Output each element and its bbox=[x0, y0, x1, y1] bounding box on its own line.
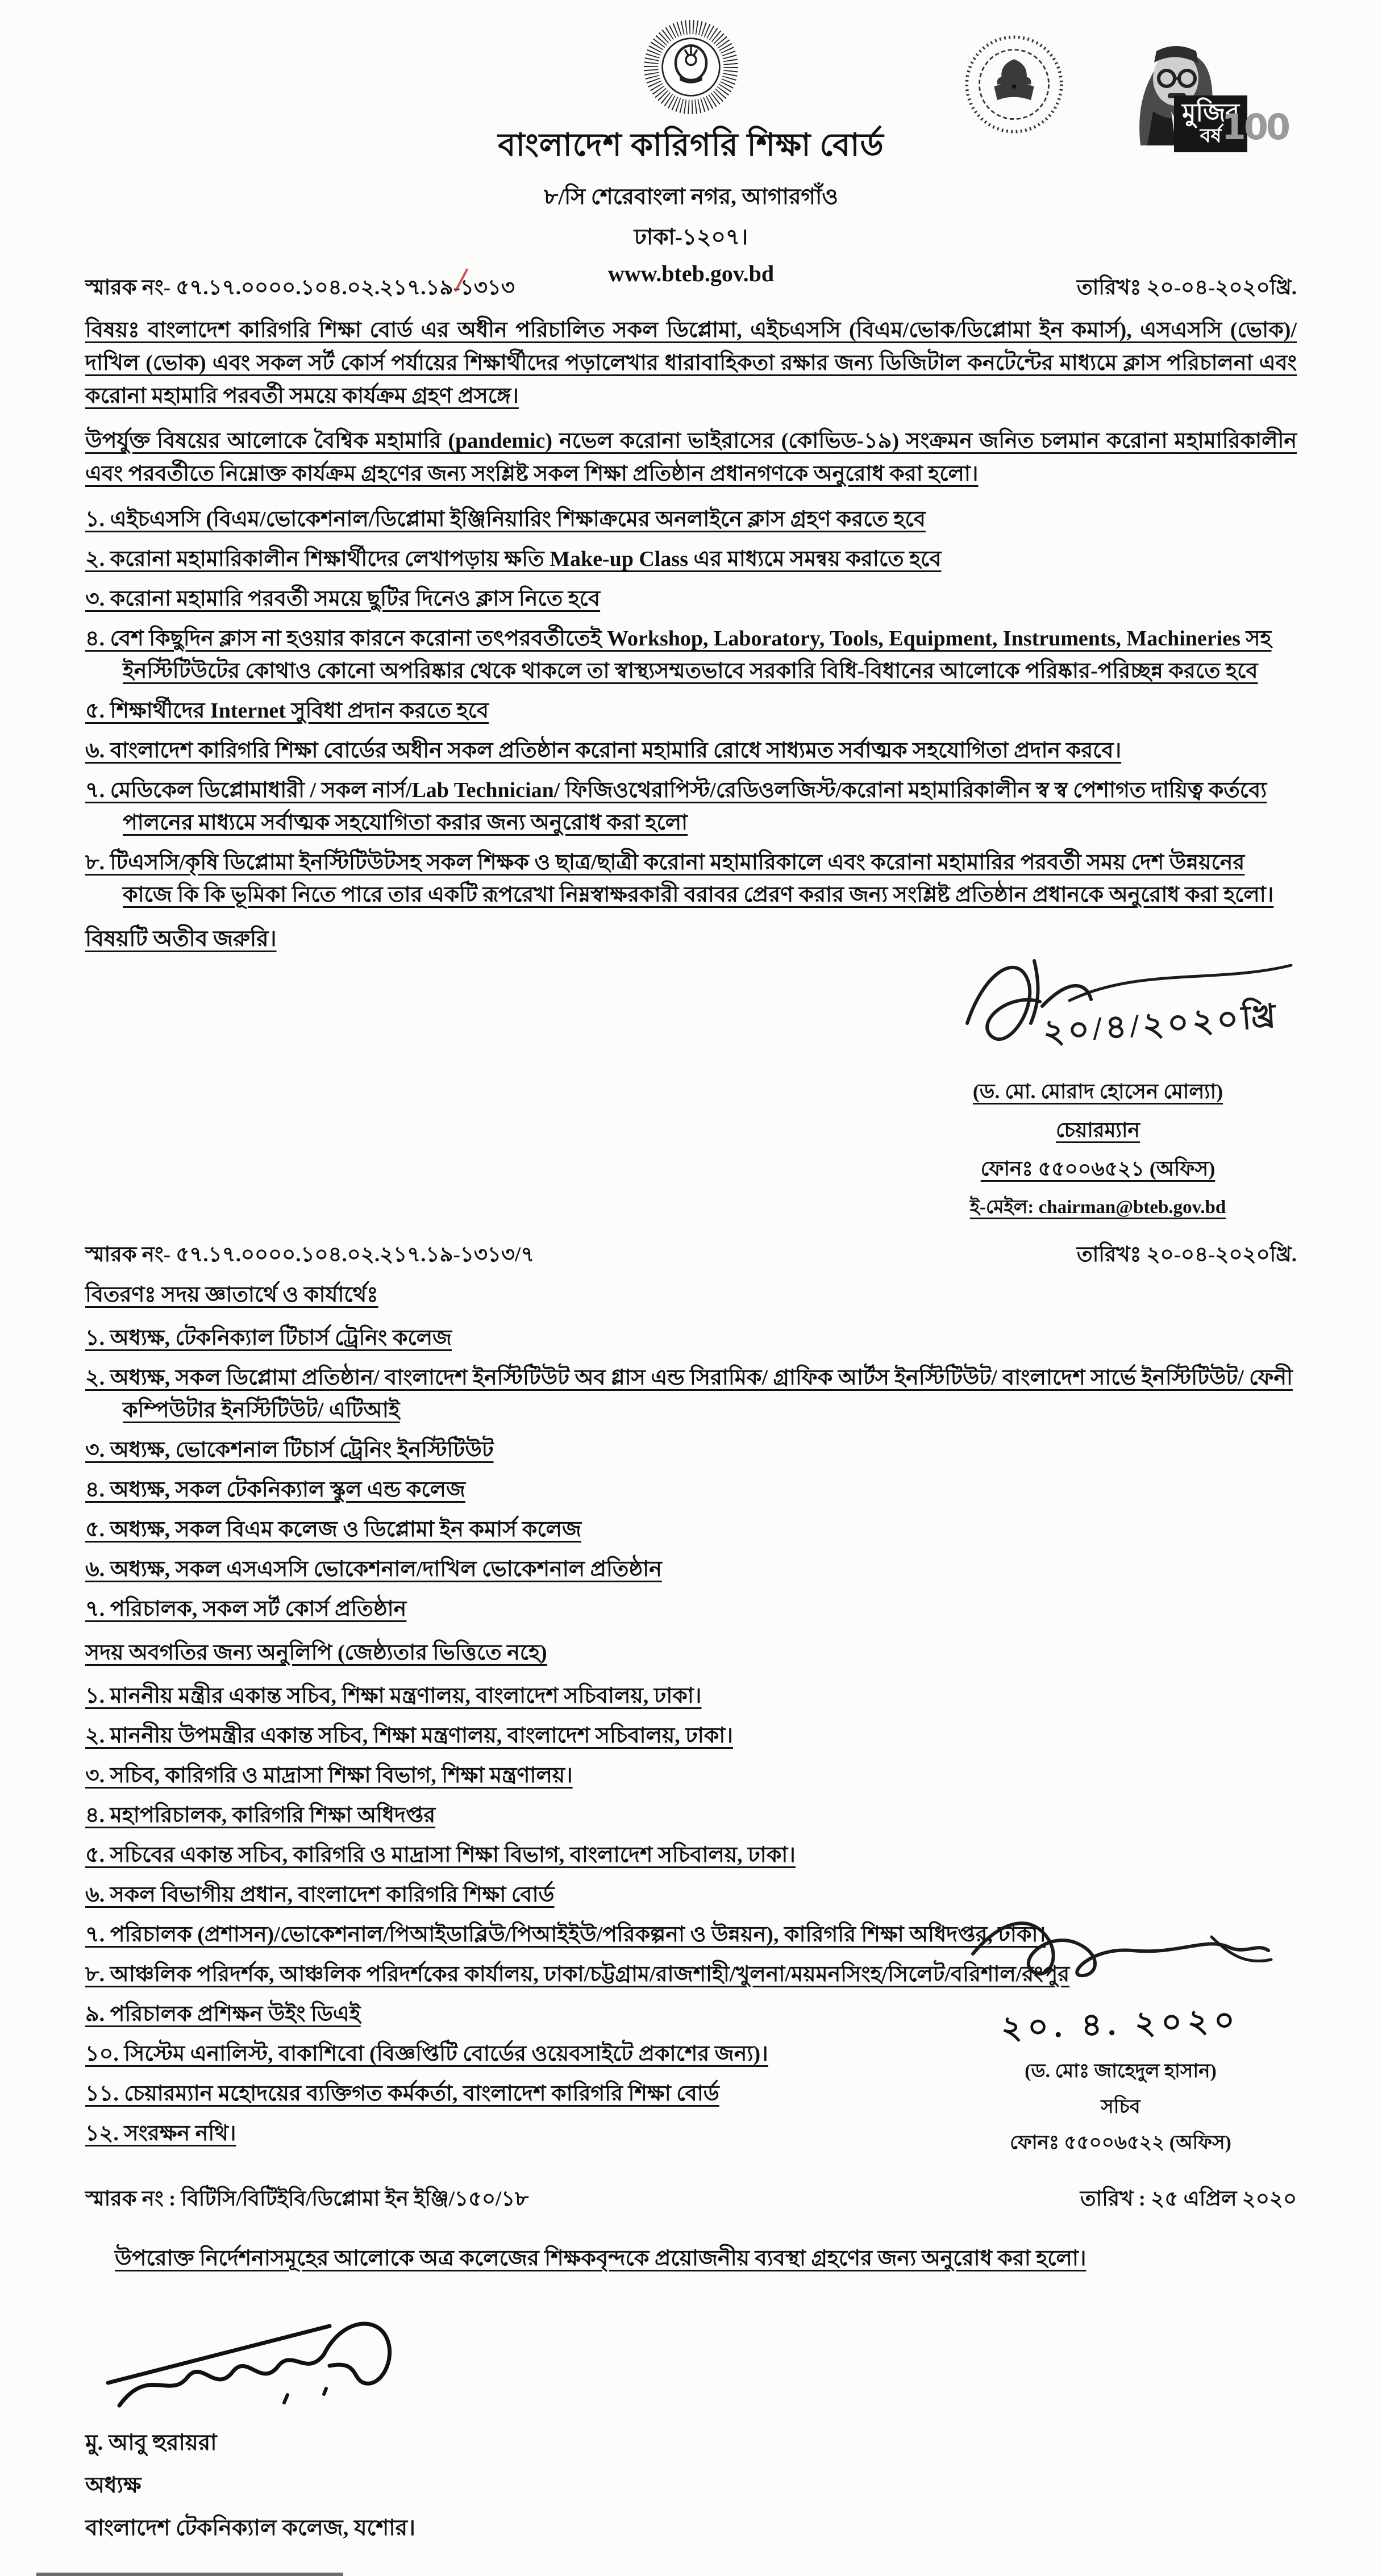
distribution-list bbox=[85, 1322, 1297, 1625]
principal-org: বাংলাদেশ টেকনিক্যাল কলেজ, যশোর। bbox=[85, 2515, 415, 2540]
memo-date-1: তারিখঃ ২০-০৪-২০২০খ্রি. bbox=[1076, 276, 1297, 299]
memo-number-3: স্মারক নং : বিটিসি/বিটিইবি/ডিপ্লোমা ইন ইঞ্জি/১৫০/১৮ bbox=[85, 2187, 529, 2211]
distribution-heading: বিতরণঃ সদয় জ্ঞাতার্থে ও কার্যার্থেঃ bbox=[85, 1282, 378, 1307]
education-emblem-icon bbox=[961, 32, 1067, 137]
urgent-note: বিষয়টি অতীব জরুরি। bbox=[85, 926, 277, 951]
secretary-signature-icon bbox=[961, 1903, 1280, 1999]
list-item: ৭. পরিচালক, সকল সর্ট কোর্স প্রতিষ্ঠান bbox=[85, 1597, 407, 1621]
directives-list bbox=[85, 503, 1297, 911]
mujib-borsho-logo bbox=[1101, 26, 1288, 162]
chairman-phone: ফোনঃ ৫৫০০৬৫২১ (অফিস) bbox=[980, 1157, 1216, 1180]
chairman-handwritten-date: ২০/৪/২০২০খ্রি bbox=[1042, 997, 1280, 1051]
chairman-signature-area bbox=[85, 938, 1297, 1228]
list-item: ২. করোনা মহামারিকালীন শিক্ষার্থীদের লেখাপড়ায় ক্ষতি Make-up Class এর মাধ্যমে সমন্বয় করাতে হবে bbox=[85, 547, 942, 571]
list-item: ৭. পরিচালক (প্রশাসন)/ভোকেশনাল/পিআইডাব্লিউ/পিআইইউ/পরিকল্পনা ও উন্নয়ন), কারিগরি শিক্ষা অধিদপ্তর, ঢাকা। bbox=[85, 1922, 1046, 1946]
list-item: ১১. চেয়ারম্যান মহোদয়ের ব্যক্তিগত কর্মকর্তা, বাংলাদেশ কারিগরি শিক্ষা বোর্ড bbox=[85, 2081, 719, 2106]
list-item: ৮. টিএসসি/কৃষি ডিপ্লোমা ইনস্টিটিউটসহ সকল শিক্ষক ও ছাত্র/ছাত্রী করোনা মহামারিকালে এবং করোনা মহামারির পরবর্তী সময় দেশ উন্নয়নের কাজে কি কি ভূমিকা নিতে পারে তার একটি রূপরেখা নিম্নস্বাক্ষরকারী বরাবর প্রেরণ করার জন্য সংশ্লিষ্ট প্রতিষ্ঠান প্রধানকে অনুরোধ করা হলো। bbox=[85, 850, 1274, 907]
list-item: ২. মাননীয় উপমন্ত্রীর একান্ত সচিব, শিক্ষা মন্ত্রণালয়, বাংলাদেশ সচিবালয়, ঢাকা। bbox=[85, 1723, 733, 1748]
list-item: ৪. অধ্যক্ষ, সকল টেকনিক্যাল স্কুল এন্ড কলেজ bbox=[85, 1477, 465, 1502]
list-item: ৪. বেশ কিছুদিন ক্লাস না হওয়ার কারনে করোনা তৎপরবর্তীতেই Workshop, Laboratory, Tools, Equipment, Instruments, Machineries সহ ইনস্টিটিউটের কোথাও কোনো অপরিষ্কার থেকে থাকলে তা স্বাস্থ্যসম্মতভাবে সরকারি বিধি-বিধানের আলোকে পরিষ্কার-পরিচ্ছন্ন করতে হবে bbox=[85, 626, 1272, 683]
secretary-sign-block bbox=[939, 1903, 1302, 2164]
borsho-text: বর্ষ bbox=[1200, 126, 1222, 147]
chairman-signature-icon bbox=[899, 938, 1297, 1072]
list-item: ১. অধ্যক্ষ, টেকনিক্যাল টিচার্স ট্রেনিং কলেজ bbox=[85, 1325, 452, 1350]
memo-date-2: তারিখঃ ২০-০৪-২০২০খ্রি. bbox=[1076, 1243, 1297, 1266]
letterhead bbox=[85, 16, 1297, 286]
memo-number-1 bbox=[85, 270, 515, 306]
list-item: ১. এইচএসসি (বিএম/ভোকেশনাল/ডিপ্লোমা ইঞ্জিনিয়ারিং শিক্ষাক্রমের অনলাইনে ক্লাস গ্রহণ করতে হবে bbox=[85, 507, 926, 531]
principal-name: মু. আবু হুরায়রা bbox=[85, 2430, 217, 2455]
list-item: ৪. মহাপরিচালক, কারিগরি শিক্ষা অধিদপ্তর bbox=[85, 1803, 436, 1827]
closing-note: উপরোক্ত নির্দেশনাসমূহের আলোকে অত্র কলেজের শিক্ষকবৃন্দকে প্রয়োজনীয় ব্যবস্থা গ্রহণের জন্য অনুরোধ করা হলো। bbox=[115, 2246, 1087, 2270]
list-item: ৫. অধ্যক্ষ, সকল বিএম কলেজ ও ডিপ্লোমা ইন কমার্স কলেজ bbox=[85, 1517, 581, 1541]
scan-edge-artifact bbox=[36, 2573, 343, 2576]
secretary-name: (ড. মোঃ জাহেদুল হাসান) bbox=[1025, 2060, 1217, 2082]
list-item: ৬. সকল বিভাগীয় প্রধান, বাংলাদেশ কারিগরি শিক্ষা বোর্ড bbox=[85, 1882, 555, 1907]
list-item: ১০. সিস্টেম এনালিস্ট, বাকাশিবো (বিজ্ঞপ্তিটি বোর্ডের ওয়েবসাইটে প্রকাশের জন্য)। bbox=[85, 2041, 768, 2066]
intro-paragraph: উপর্যুক্ত বিষয়ের আলোকে বৈশ্বিক মহামারি (pandemic) নভেল করোনা ভাইরাসের (কোভিড-১৯) সংক্রমন জনিত চলমান করোনা মহামারিকালীন এবং পরবর্তীতে নিম্নোক্ত কার্যক্রম গ্রহণের জন্য সংশ্লিষ্ট সকল শিক্ষা প্রতিষ্ঠান প্রধানগণকে অনুরোধ করা হলো। bbox=[85, 429, 1297, 486]
chairman-sign-block bbox=[899, 938, 1297, 1228]
letterhead-center bbox=[378, 16, 1004, 287]
list-item: ৩. অধ্যক্ষ, ভোকেশনাল টিচার্স ট্রেনিং ইনস্টিটিউট bbox=[85, 1437, 494, 1462]
chairman-title: চেয়ারম্যান bbox=[1056, 1118, 1140, 1141]
list-item: ১. মাননীয় মন্ত্রীর একান্ত সচিব, শিক্ষা মন্ত্রণালয়, বাংলাদেশ সচিবালয়, ঢাকা। bbox=[85, 1683, 702, 1708]
org-address-line2: ঢাকা-১২০৭। bbox=[634, 225, 748, 249]
bteb-seal-icon bbox=[640, 16, 742, 118]
mujib-text: মুজিব bbox=[1182, 99, 1239, 127]
secretary-title: সচিব bbox=[1101, 2096, 1140, 2118]
list-item: ৬. বাংলাদেশ কারিগরি শিক্ষা বোর্ডের অধীন সকল প্রতিষ্ঠান করোনা মহামারি রোধে সাধ্যমত সর্বাত্মক সহযোগিতা প্রদান করবে। bbox=[85, 738, 1122, 762]
copies-section bbox=[85, 1636, 1297, 2153]
list-item: ২. অধ্যক্ষ, সকল ডিপ্লোমা প্রতিষ্ঠান/ বাংলাদেশ ইনস্টিটিউট অব গ্লাস এন্ড সিরামিক/ গ্রাফিক আর্টস ইনস্টিটিউট/ বাংলাদেশ সার্ভে ইনস্টিটিউট/ ফেনী কম্পিউটার ইনস্টিটিউট/ এটিআই bbox=[85, 1365, 1293, 1422]
memo-row-3 bbox=[85, 2182, 1297, 2217]
principal-title: অধ্যক্ষ bbox=[85, 2473, 141, 2498]
mujib-100-text: 100 bbox=[1221, 106, 1288, 148]
chairman-name: (ড. মো. মোরাদ হোসেন মোল্যা) bbox=[972, 1079, 1223, 1103]
subject-paragraph: বিষয়ঃ বাংলাদেশ কারিগরি শিক্ষা বোর্ড এর অধীন পরিচালিত সকল ডিপ্লোমা, এইচএসসি (বিএম/ভোক/ডিপ্লোমা ইন কমার্স), এসএসসি (ভোক)/দাখিল (ভোক) এবং সকল সর্ট কোর্স পর্যায়ের শিক্ষার্থীদের পড়ালেখার ধারাবাহিকতা রক্ষার জন্য ডিজিটাল কনটেন্টের মাধ্যমে ক্লাস পরিচালনা এবং করোনা মহামারি পরবর্তী সময়ে কার্যক্রম গ্রহণ প্রসঙ্গে। bbox=[85, 318, 1297, 408]
memo-number-1-text: স্মারক নং- ৫৭.১৭.০০০০.১০৪.০২.২১৭.১৯-১৩১৩ bbox=[85, 276, 515, 299]
list-item: ৮. আঞ্চলিক পরিদর্শক, আঞ্চলিক পরিদর্শকের কার্যালয়, ঢাকা/চট্টগ্রাম/রাজশাহী/খুলনা/ময়মনসিংহ/সিলেট/বরিশাল/রংপুর bbox=[85, 1962, 1070, 1986]
memo-row-2 bbox=[85, 1237, 1297, 1273]
org-name: বাংলাদেশ কারিগরি শিক্ষা বোর্ড bbox=[498, 128, 884, 163]
list-item: ৯. পরিচালক প্রশিক্ষন উইং ডিএই bbox=[85, 2002, 361, 2026]
chairman-email: ই-মেইল: chairman@bteb.gov.bd bbox=[969, 1197, 1226, 1218]
org-website: www.bteb.gov.bd bbox=[607, 261, 775, 286]
secretary-handwritten-date: ২০. ৪. ২০২০ bbox=[1000, 2002, 1241, 2046]
principal-signature-icon bbox=[85, 2298, 438, 2420]
list-item: ৩. করোনা মহামারি পরবর্তী সময়ে ছুটির দিনেও ক্লাস নিতে হবে bbox=[85, 586, 601, 611]
list-item: ৬. অধ্যক্ষ, সকল এসএসসি ভোকেশনাল/দাখিল ভোকেশনাল প্রতিষ্ঠান bbox=[85, 1557, 662, 1581]
list-item: ৫. শিক্ষার্থীদের Internet সুবিধা প্রদান করতে হবে bbox=[85, 698, 489, 723]
list-item: ৫. সচিবের একান্ত সচিব, কারিগরি ও মাদ্রাসা শিক্ষা বিভাগ, বাংলাদেশ সচিবালয়, ঢাকা। bbox=[85, 1843, 796, 1867]
secretary-phone: ফোনঃ ৫৫০০৬৫২২ (অফিস) bbox=[1010, 2132, 1231, 2153]
list-item: ৭. মেডিকেল ডিপ্লোমাধারী / সকল নার্স/Lab Technician/ ফিজিওথেরাপিস্ট/রেডিওলজিস্ট/করোনা মহামারিকালীন স্ব স্ব পেশাগত দায়িত্ব কর্তব্যে পালনের মাধ্যমে সর্বাত্মক সহযোগিতা করার জন্য অনুরোধ করা হলো bbox=[85, 778, 1267, 835]
principal-sign-block bbox=[85, 2298, 517, 2548]
org-address-line1: ৮/সি শেরেবাংলা নগর, আগারগাঁও bbox=[544, 185, 838, 209]
list-item: ৩. সচিব, কারিগরি ও মাদ্রাসা শিক্ষা বিভাগ, শিক্ষা মন্ত্রণালয়। bbox=[85, 1763, 573, 1787]
memo-date-3: তারিখ : ২৫ এপ্রিল ২০২০ bbox=[1080, 2187, 1297, 2211]
list-item: ১২. সংরক্ষন নথি। bbox=[85, 2121, 236, 2145]
copies-heading: সদয় অবগতির জন্য অনুলিপি (জেষ্ঠ্যতার ভিত্তিতে নহে) bbox=[85, 1640, 547, 1665]
memo-number-2: স্মারক নং- ৫৭.১৭.০০০০.১০৪.০২.২১৭.১৯-১৩১৩/৭ bbox=[85, 1243, 535, 1266]
